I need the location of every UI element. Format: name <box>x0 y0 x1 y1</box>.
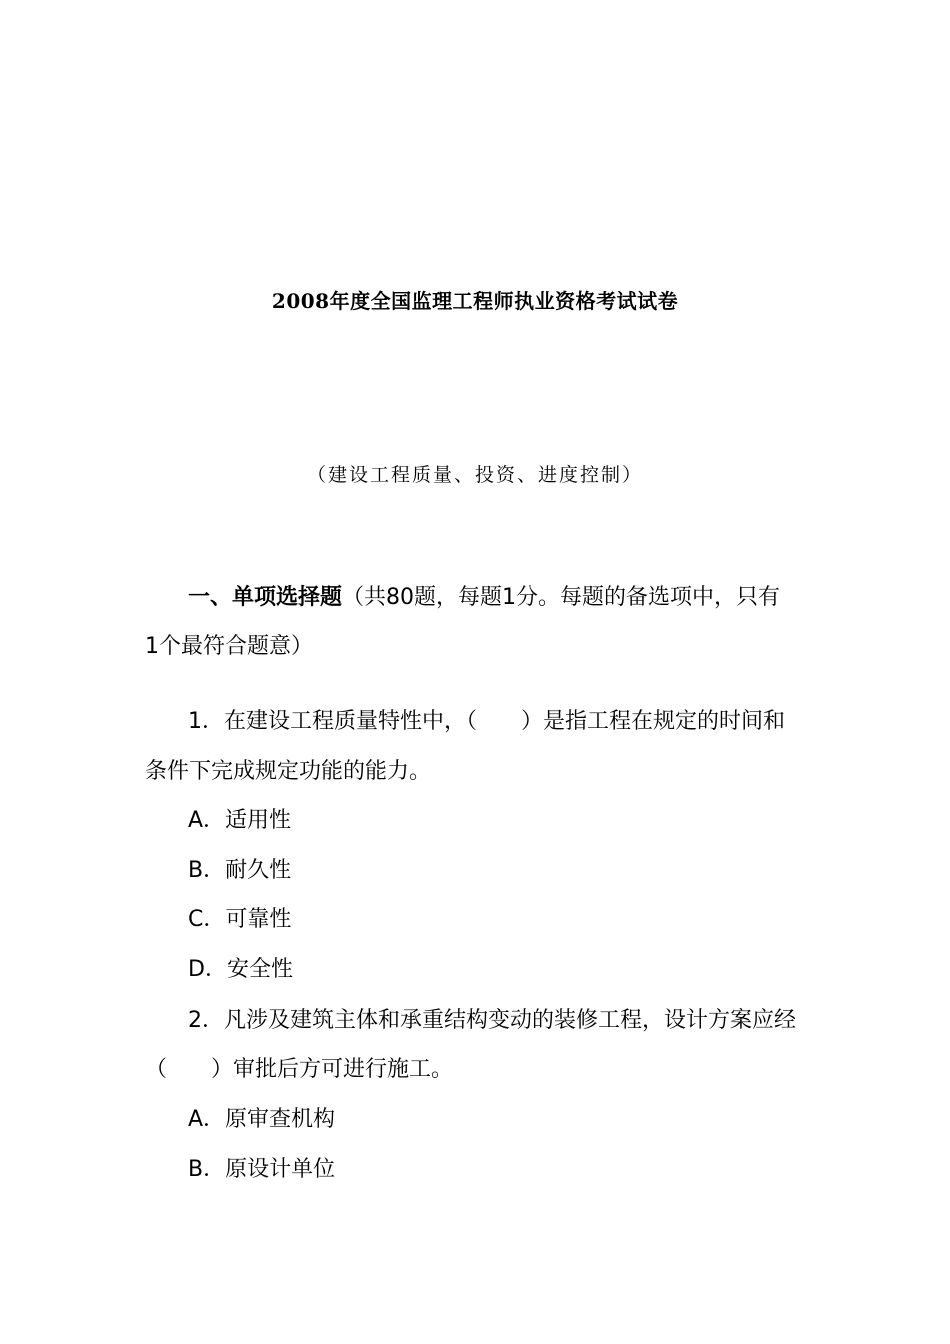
question-2-stem-continued: （ ）审批后方可进行施工。 <box>145 1057 454 1082</box>
section-heading-line <box>188 582 780 614</box>
document-subtitle: （建设工程质量、投资、进度控制） <box>306 464 643 486</box>
question-1-option-b: B．耐久性 <box>188 858 292 883</box>
document-title: 2008年度全国监理工程师执业资格考试试卷 <box>271 289 679 313</box>
question-1-stem: 1．在建设工程质量特性中，（ ）是指工程在规定的时间和 <box>188 709 785 734</box>
question-1-option-a: A．适用性 <box>188 808 292 833</box>
question-2-option-b: B．原设计单位 <box>188 1157 336 1182</box>
section-heading: 一、单项选择题 <box>188 585 343 610</box>
question-2-option-a: A．原审查机构 <box>188 1107 336 1132</box>
question-2-stem: 2．凡涉及建筑主体和承重结构变动的装修工程，设计方案应经 <box>188 1008 796 1033</box>
section-note: （共80题，每题1分。每题的备选项中，只有 <box>342 585 781 610</box>
section-note-continued: 1个最符合题意） <box>145 634 313 659</box>
question-1-stem-continued: 条件下完成规定功能的能力。 <box>145 759 432 784</box>
question-1-option-d: D．安全性 <box>188 957 293 982</box>
question-1-option-c: C．可靠性 <box>188 907 292 932</box>
